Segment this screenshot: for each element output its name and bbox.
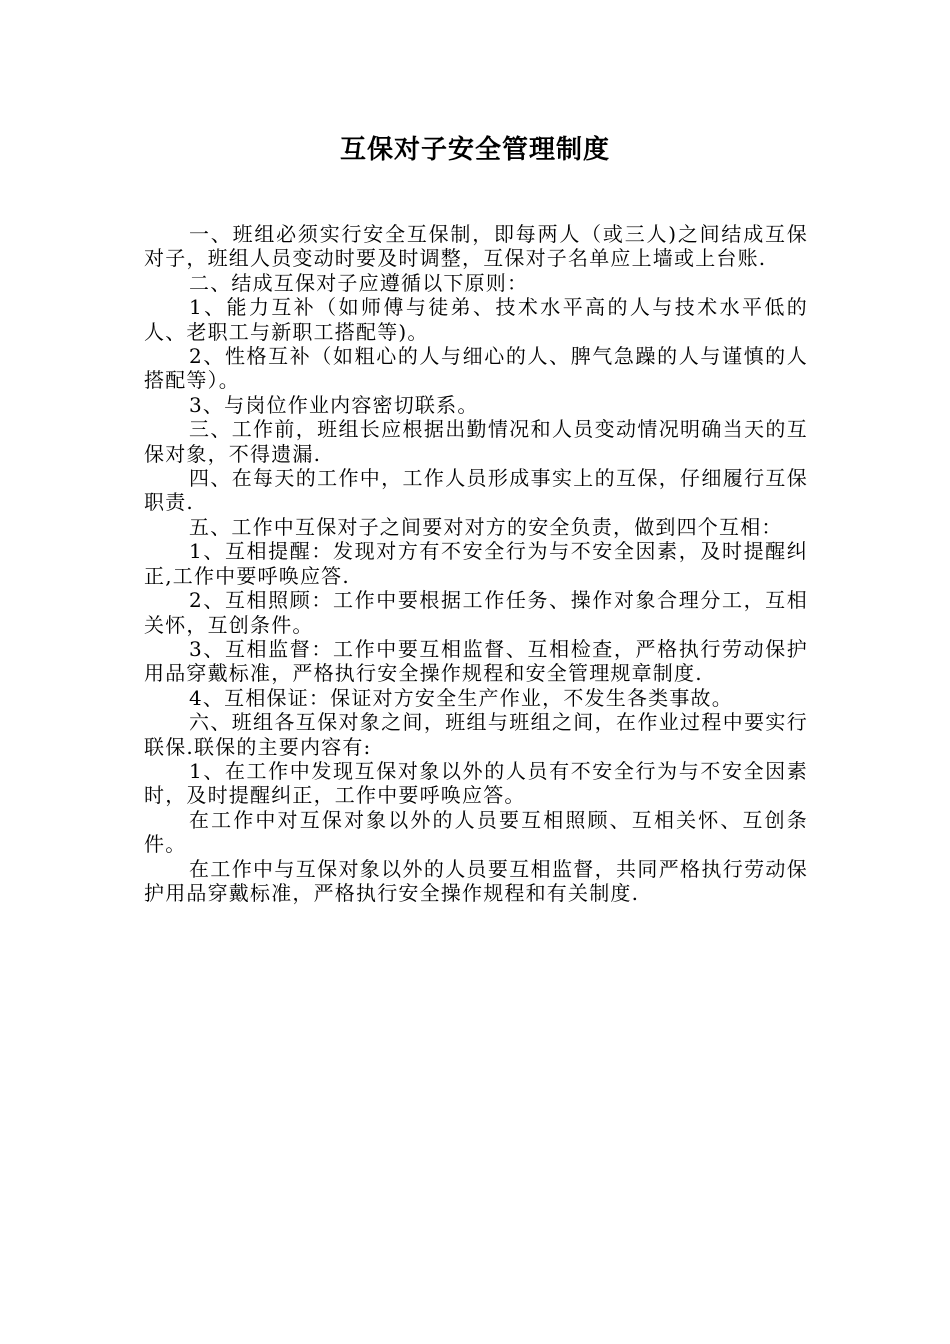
paragraph: 在工作中与互保对象以外的人员要互相监督，共同严格执行劳动保护用品穿戴标准，严格执行安全操作规程和有关制度. (144, 856, 808, 905)
paragraph: 一、班组必须实行安全互保制，即每两人（或三人)之间结成互保对子，班组人员变动时要及时调整，互保对子名单应上墙或上台账. (144, 222, 808, 271)
paragraph: 1、能力互补（如师傅与徒弟、技术水平高的人与技术水平低的人、老职工与新职工搭配等)。 (144, 295, 808, 344)
paragraph: 二、结成互保对子应遵循以下原则： (189, 270, 529, 295)
paragraph: 1、互相提醒：发现对方有不安全行为与不安全因素，及时提醒纠正,工作中要呼唤应答. (144, 539, 808, 588)
paragraph: 在工作中对互保对象以外的人员要互相照顾、互相关怀、互创条件。 (144, 807, 808, 857)
document-title: 互保对子安全管理制度 (339, 135, 610, 165)
paragraph: 2、性格互补（如粗心的人与细心的人、脾气急躁的人与谨慎的人搭配等）。 (144, 344, 808, 393)
paragraph: 3、互相监督：工作中要互相监督、互相检查，严格执行劳动保护用品穿戴标准，严格执行安全操作规程和安全管理规章制度. (144, 636, 808, 686)
document-body (144, 222, 808, 905)
paragraph: 3、与岗位作业内容密切联系。 (189, 392, 479, 417)
paragraph: 2、互相照顾：工作中要根据工作任务、操作对象合理分工，互相关怀，互创条件。 (144, 588, 808, 637)
paragraph: 六、班组各互保对象之间，班组与班组之间，在作业过程中要实行联保.联保的主要内容有: (144, 710, 808, 759)
paragraph: 三、工作前，班组长应根据出勤情况和人员变动情况明确当天的互保对象，不得遗漏. (144, 417, 808, 466)
paragraph: 4、互相保证：保证对方安全生产作业，不发生各类事故。 (189, 685, 733, 710)
paragraph: 四、在每天的工作中，工作人员形成事实上的互保，仔细履行互保职责. (144, 466, 808, 515)
paragraph: 1、在工作中发现互保对象以外的人员有不安全行为与不安全因素时，及时提醒纠正，工作中要呼唤应答。 (144, 758, 808, 808)
paragraph: 五、工作中互保对子之间要对对方的安全负责，做到四个互相： (189, 514, 783, 539)
